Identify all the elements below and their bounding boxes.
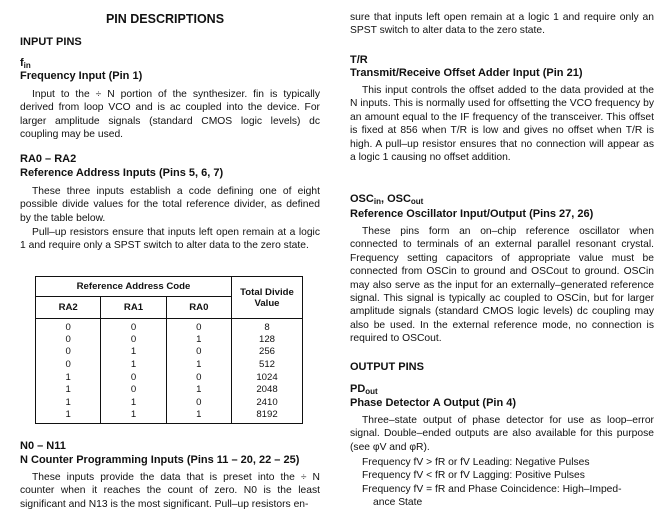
table-cell: 1 <box>166 409 231 424</box>
pd-description: Three–state output of phase detector for use as loop–error signal. Double–ended outputs are also available for this purpose (see φV and φR). <box>350 415 654 453</box>
table-row <box>36 383 303 396</box>
table-cell: 0 <box>36 358 101 371</box>
table-cell: 256 <box>232 346 303 359</box>
table-cell: 0 <box>166 371 231 384</box>
pd-heading: Phase Detector A Output (Pin 4) <box>350 397 517 409</box>
pd-symbol: $PD_{out}$ <box>350 383 378 396</box>
table-cell: 0 <box>36 346 101 359</box>
table-cell: 1 <box>101 358 166 371</box>
table-row <box>36 409 303 424</box>
pd-negative-pulses: Frequency fV > fR or fV Leading: Negative Pulses <box>362 457 590 468</box>
table-cell: 0 <box>36 333 101 346</box>
table-cell: 1 <box>36 371 101 384</box>
table-cell: 0 <box>166 346 231 359</box>
n-description: These inputs provide the data that is preset into the ÷ N counter when it reaches the count of zero. N0 is the least significant and N13 is the most significant. Pull–up resistors en- <box>20 472 320 510</box>
table-row <box>36 371 303 384</box>
table-group-header: Reference Address Code <box>36 277 232 297</box>
ra-heading: Reference Address Inputs (Pins 5, 6, 7) <box>20 167 224 179</box>
tr-heading: Transmit/Receive Offset Adder Input (Pin 21) <box>350 67 583 79</box>
table-col-ra1: RA1 <box>101 297 166 319</box>
table-cell: 1 <box>36 396 101 409</box>
table-col-ra0: RA0 <box>166 297 231 319</box>
table-cell: 1 <box>166 358 231 371</box>
pd-high-impedance-cont: ance State <box>373 497 423 508</box>
table-row <box>36 396 303 409</box>
table-cell: 8192 <box>232 409 303 424</box>
table-cell: 0 <box>166 396 231 409</box>
table-cell: 0 <box>101 383 166 396</box>
table-divide-header: Total Divide Value <box>232 277 303 319</box>
table-cell: 1024 <box>232 371 303 384</box>
table-row <box>36 358 303 371</box>
osc-description: These pins form an on–chip reference oscillator when connected to terminals of an external parallel resonant crystal. Frequency setting capacitors of appropriate value must be connected from OSCin to ground and OSCout to ground. OSCin may also serve as the input for an externally–generated reference signal. This signal is typically ac coupled to OSCin, but for larger amplitude signals (standard CMOS logic levels) dc coupling may also be used. In the external reference mode, no connection is required to OSCout. <box>350 226 654 345</box>
table-cell: 2048 <box>232 383 303 396</box>
table-cell: 1 <box>101 396 166 409</box>
table-col-ra2: RA2 <box>36 297 101 319</box>
table-cell: 0 <box>36 319 101 334</box>
table-cell: 1 <box>36 409 101 424</box>
input-pins-heading: INPUT PINS <box>20 36 82 48</box>
table-cell: 8 <box>232 319 303 334</box>
fin-symbol: $f_{in}$ <box>20 57 31 70</box>
table-cell: 0 <box>101 371 166 384</box>
table-cell: 512 <box>232 358 303 371</box>
table-row <box>36 346 303 359</box>
table-cell: 1 <box>101 346 166 359</box>
table-cell: 0 <box>101 333 166 346</box>
table-row <box>36 333 303 346</box>
reference-address-table <box>35 276 303 424</box>
table-cell: 1 <box>166 333 231 346</box>
pd-high-impedance: Frequency fV = fR and Phase Coincidence: High–Imped- <box>362 484 622 495</box>
ra-description: These three inputs establish a code defining one of eight possible divide values for the total reference divider, as defined by the table below. <box>20 186 320 224</box>
pd-positive-pulses: Frequency fV < fR or fV Lagging: Positive Pulses <box>362 470 585 481</box>
tr-symbol: T/R <box>350 54 368 66</box>
osc-symbol: $OSC_{in}$, $OSC_{out}$ <box>350 193 424 206</box>
n-heading: N Counter Programming Inputs (Pins 11 – 20, 22 – 25) <box>20 454 300 466</box>
output-pins-heading: OUTPUT PINS <box>350 361 424 373</box>
table-cell: 0 <box>101 319 166 334</box>
table-cell: 2410 <box>232 396 303 409</box>
table-cell: 1 <box>36 383 101 396</box>
page-title: PIN DESCRIPTIONS <box>105 12 225 26</box>
table-cell: 0 <box>166 319 231 334</box>
table-cell: 1 <box>101 409 166 424</box>
n-description-continued: sure that inputs left open remain at a logic 1 and require only an SPST switch to alter data to the zero state. <box>350 12 654 37</box>
table-cell: 128 <box>232 333 303 346</box>
table-body <box>36 319 303 424</box>
n-symbol: N0 – N11 <box>20 440 66 452</box>
table-row <box>36 319 303 334</box>
fin-heading: Frequency Input (Pin 1) <box>20 70 143 82</box>
osc-heading: Reference Oscillator Input/Output (Pins 27, 26) <box>350 208 594 220</box>
table-cell: 1 <box>166 383 231 396</box>
ra-pullup-note: Pull–up resistors ensure that inputs left open remain at a logic 1 and require only a SPST switch to alter data to the zero state. <box>20 227 320 252</box>
fin-description: Input to the ÷ N portion of the synthesizer. fin is typically derived from loop VCO and is ac coupled into the device. For larger amplitude signals (standard CMOS logic levels) dc coupling may be used. <box>20 89 320 141</box>
tr-description: This input controls the offset added to the data provided at the N inputs. This is normally used for offsetting the VCO frequency by an amount equal to the IF frequency of the transceiver. This offset is fixed at 856 when T/R is low and gives no offset when T/R is high. A pull–up resistor ensures that no connection will appear as a logic 1 causing no offset addition. <box>350 85 654 164</box>
ra-symbol: RA0 – RA2 <box>20 153 77 165</box>
